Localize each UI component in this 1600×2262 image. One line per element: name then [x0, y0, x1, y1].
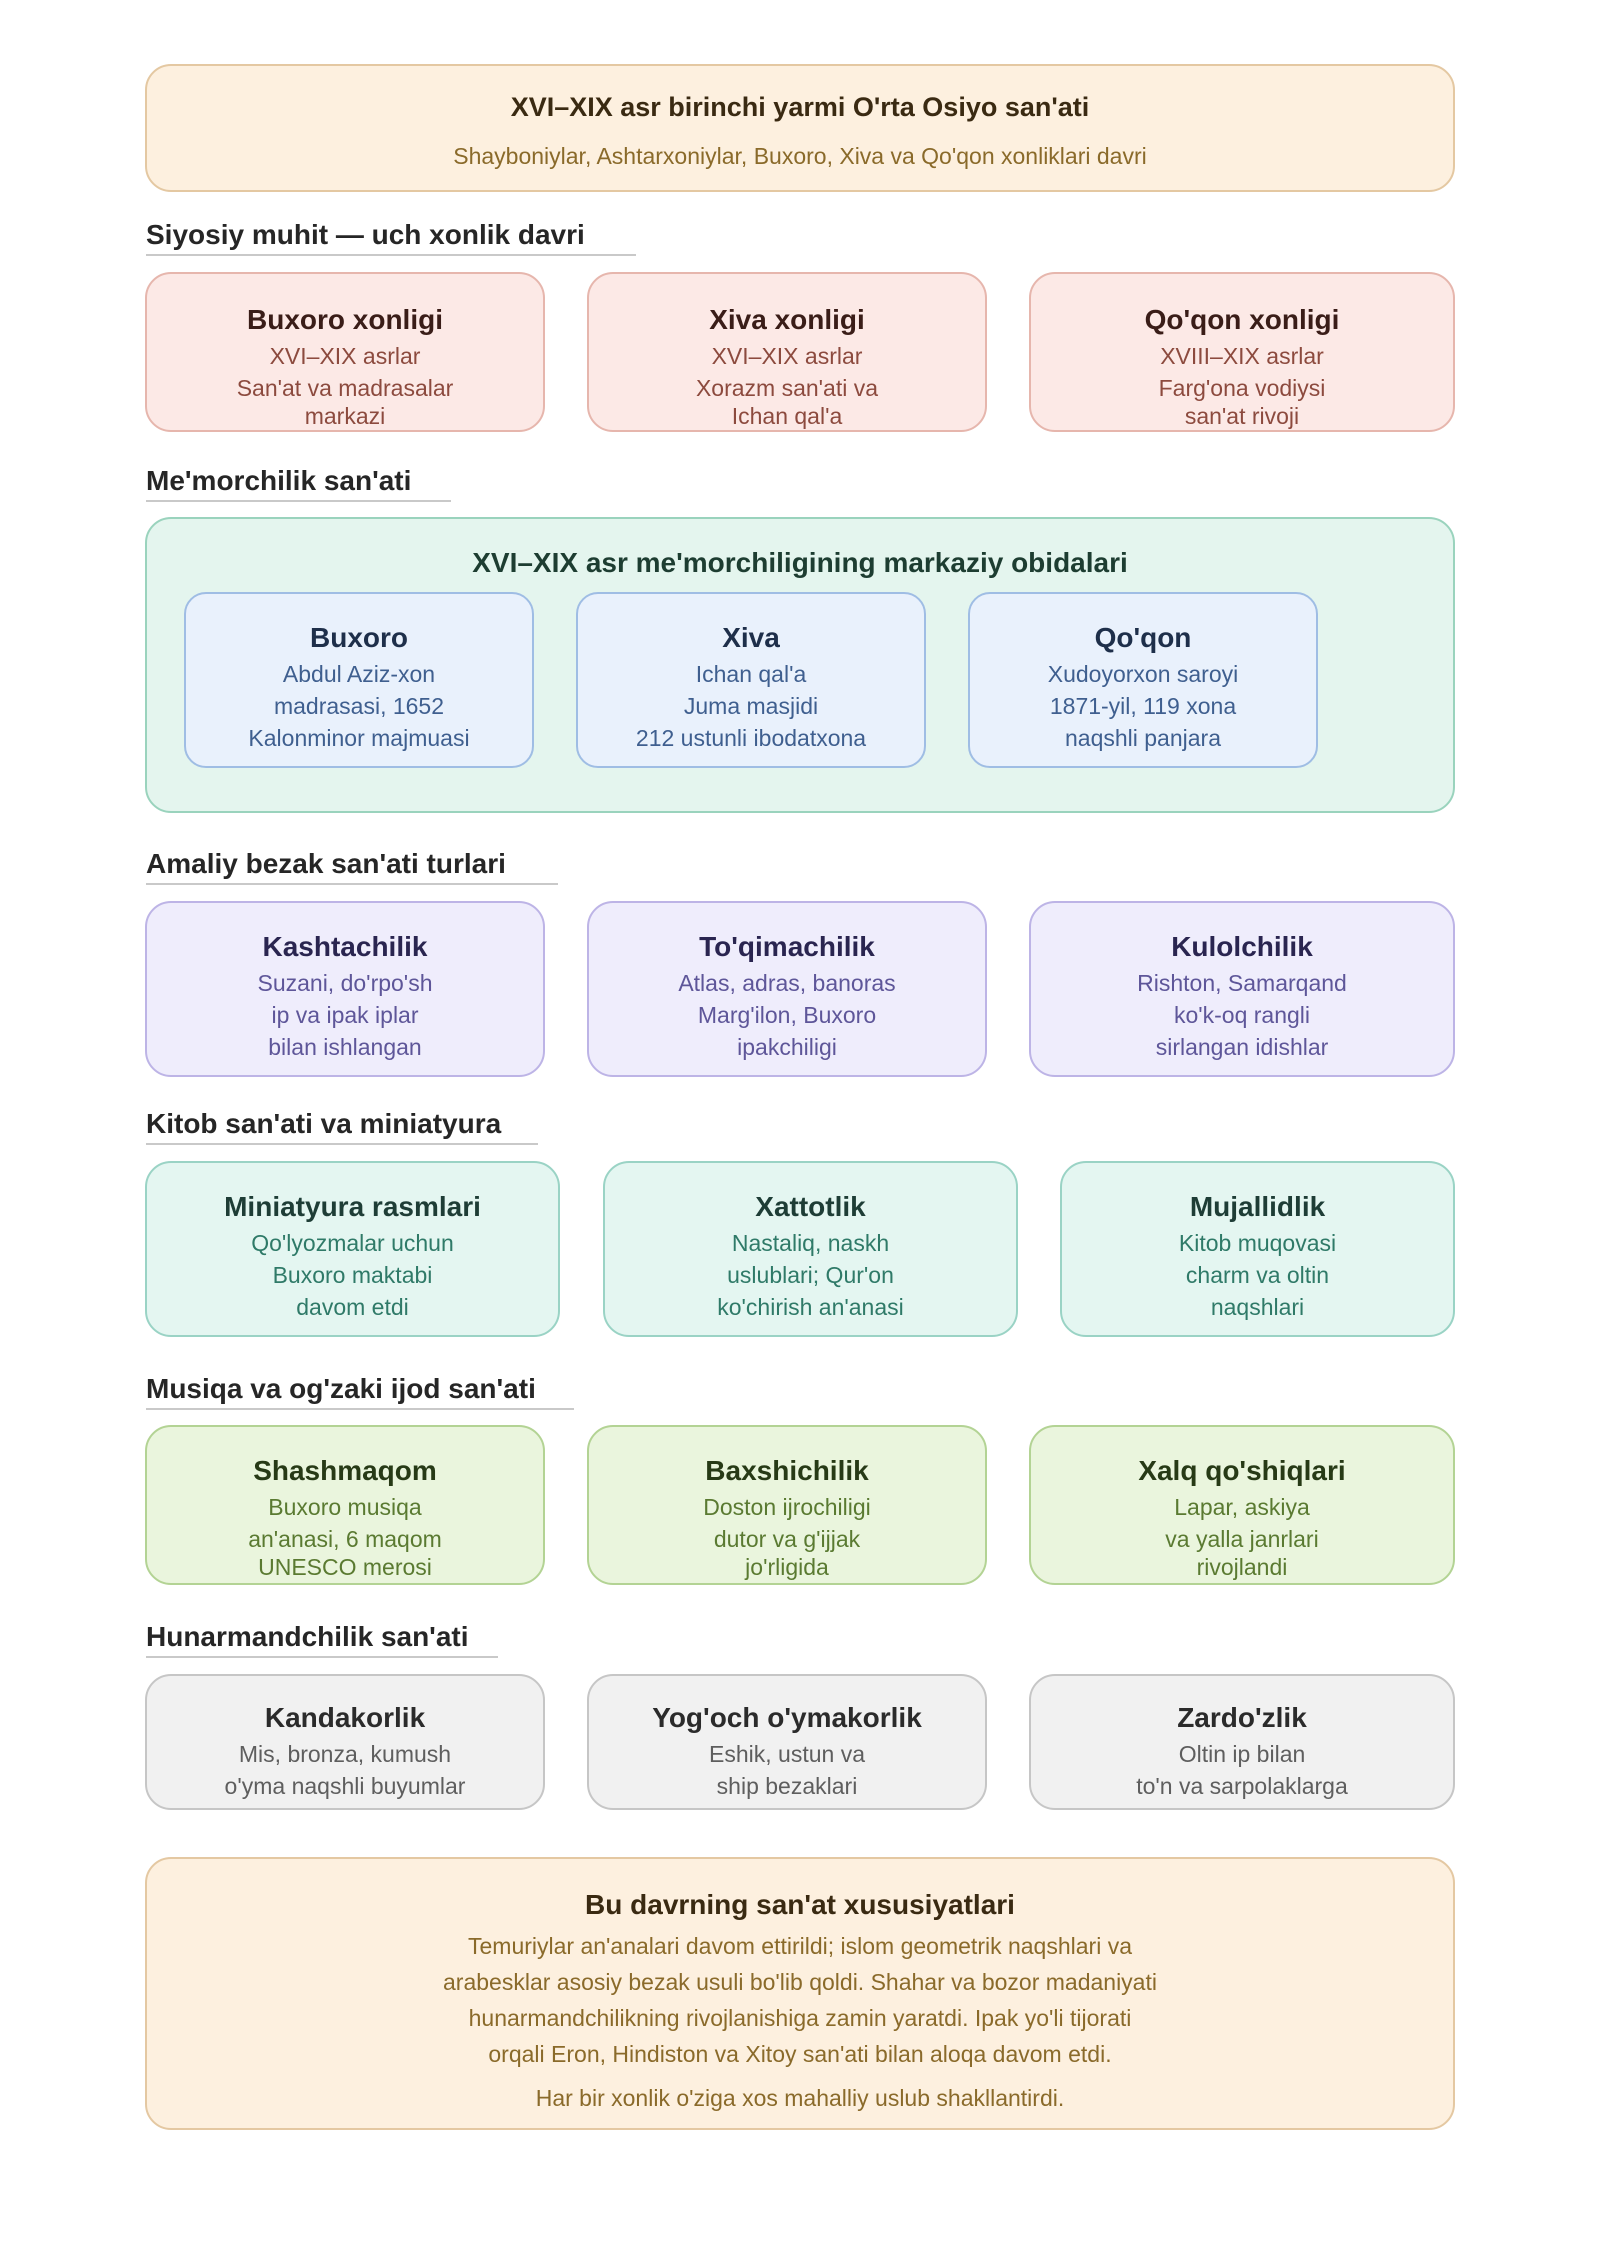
card-title: Buxoro: [310, 622, 408, 653]
card-shashmaqom: [145, 1425, 545, 1585]
card-text: Juma masjidi: [683, 693, 819, 719]
summary-note: Har bir xonlik o'ziga xos mahalliy uslub shakllantirdi.: [535, 2085, 1065, 2111]
card-toqimachilik: [587, 901, 987, 1077]
card-baxshichilik: [587, 1425, 987, 1585]
card-text: Suzani, do'rpo'sh: [257, 970, 433, 996]
card-text: an'anasi, 6 maqom: [248, 1526, 442, 1552]
card-buxoro: [184, 592, 534, 768]
card-text: San'at va madrasalar: [236, 375, 454, 401]
card-miniatyura: [145, 1161, 560, 1337]
header-banner: [145, 64, 1455, 192]
card-text: Kitob muqovasi: [1178, 1230, 1337, 1256]
card-text: Abdul Aziz-xon: [282, 661, 436, 687]
card-title: Yog'och o'ymakorlik: [652, 1702, 922, 1733]
section-divider: [146, 1656, 498, 1658]
card-text: Rishton, Samarqand: [1137, 970, 1347, 996]
card-text: ship bezaklari: [716, 1773, 858, 1799]
card-title: Xiva xonligi: [709, 304, 865, 335]
card-xiva: [576, 592, 926, 768]
card-text: bilan ishlangan: [268, 1034, 422, 1060]
card-kulolchilik: [1029, 901, 1455, 1077]
card-text: o'yma naqshli buyumlar: [224, 1773, 466, 1799]
card-text: to'n va sarpolaklarga: [1136, 1773, 1348, 1799]
card-xiva-xonligi: [587, 272, 987, 432]
card-title: Mujallidlik: [1189, 1191, 1326, 1222]
card-mujallidlik: [1060, 1161, 1455, 1337]
card-text: ko'chirish an'anasi: [717, 1294, 904, 1320]
card-text: XVI–XIX asrlar: [269, 343, 421, 369]
card-text: madrasasi, 1652: [273, 693, 445, 719]
page-title: XVI–XIX asr birinchi yarmi O'rta Osiyo san'ati: [510, 92, 1090, 122]
summary-panel: [145, 1857, 1455, 2130]
card-text: Kalonminor majmuasi: [248, 725, 470, 751]
card-text: Eshik, ustun va: [709, 1741, 865, 1767]
card-text: Ichan qal'a: [695, 661, 807, 687]
card-text: naqshli panjara: [1064, 725, 1221, 751]
card-zardozlik: [1029, 1674, 1455, 1810]
card-text: Qo'lyozmalar uchun: [251, 1230, 454, 1256]
card-text: ko'k-oq rangli: [1173, 1002, 1311, 1028]
card-title: Xalq qo'shiqlari: [1138, 1455, 1346, 1486]
card-text: davom etdi: [296, 1294, 409, 1320]
card-title: To'qimachilik: [699, 931, 875, 962]
card-text: san'at rivoji: [1184, 403, 1300, 429]
card-text: uslublari; Qur'on: [727, 1262, 894, 1288]
section-title-applied: Amaliy bezak san'ati turlari: [146, 848, 506, 879]
card-xalq-qoshiqlari: [1029, 1425, 1455, 1585]
section-divider: [146, 500, 451, 502]
card-text: ip va ipak iplar: [271, 1002, 419, 1028]
card-text: Ichan qal'a: [731, 403, 843, 429]
card-text: sirlangan idishlar: [1155, 1034, 1329, 1060]
section-title-music: Musiqa va og'zaki ijod san'ati: [146, 1373, 536, 1404]
card-title: Baxshichilik: [705, 1455, 869, 1486]
card-text: Buxoro maktabi: [272, 1262, 433, 1288]
section-divider: [146, 254, 636, 256]
card-yogoch-oymakorlik: [587, 1674, 987, 1810]
card-text: XVIII–XIX asrlar: [1160, 343, 1324, 369]
card-text: Xudoyorxon saroyi: [1047, 661, 1239, 687]
card-text: Lapar, askiya: [1174, 1494, 1310, 1520]
card-title: Kulolchilik: [1171, 931, 1313, 962]
section-divider: [146, 883, 558, 885]
card-title: Shashmaqom: [253, 1455, 437, 1486]
card-title: Buxoro xonligi: [247, 304, 443, 335]
card-text: Xorazm san'ati va: [695, 375, 879, 401]
architecture-panel-title: XVI–XIX asr me'morchiligining markaziy obidalari: [472, 547, 1128, 578]
section-title-architecture: Me'morchilik san'ati: [146, 465, 412, 496]
card-text: Buxoro musiqa: [268, 1494, 422, 1520]
card-text: Farg'ona vodiysi: [1158, 375, 1326, 401]
card-text: UNESCO merosi: [258, 1554, 432, 1580]
card-text: Nastaliq, naskh: [731, 1230, 890, 1256]
summary-title: Bu davrning san'at xususiyatlari: [585, 1889, 1015, 1920]
summary-text: arabesklar asosiy bezak usuli bo'lib qoldi. Shahar va bozor madaniyati: [443, 1969, 1157, 1995]
card-text: dutor va g'ijjak: [713, 1526, 861, 1552]
section-divider: [146, 1408, 574, 1410]
card-text: charm va oltin: [1185, 1262, 1330, 1288]
card-title: Kashtachilik: [262, 931, 428, 962]
card-text: markazi: [304, 403, 386, 429]
card-title: Qo'qon: [1094, 622, 1192, 653]
card-title: Kandakorlik: [264, 1702, 426, 1733]
section-title-political: Siyosiy muhit — uch xonlik davri: [146, 219, 585, 250]
card-text: ipakchiligi: [737, 1034, 837, 1060]
summary-text: orqali Eron, Hindiston va Xitoy san'ati bilan aloqa davom etdi.: [488, 2041, 1112, 2067]
section-title-crafts: Hunarmandchilik san'ati: [146, 1621, 469, 1652]
card-xattotlik: [603, 1161, 1018, 1337]
card-text: naqshlari: [1210, 1294, 1305, 1320]
card-text: XVI–XIX asrlar: [711, 343, 863, 369]
card-text: 212 ustunli ibodatxona: [635, 725, 867, 751]
card-kandakorlik: [145, 1674, 545, 1810]
card-text: 1871-yil, 119 xona: [1049, 693, 1237, 719]
card-text: Doston ijrochiligi: [703, 1494, 871, 1520]
card-qoqon-xonligi: [1029, 272, 1455, 432]
card-buxoro-xonligi: [145, 272, 545, 432]
card-text: rivojlandi: [1196, 1554, 1288, 1580]
card-title: Xattotlik: [755, 1191, 866, 1222]
section-divider: [146, 1143, 538, 1145]
section-title-book: Kitob san'ati va miniatyura: [146, 1108, 502, 1139]
card-title: Miniatyura rasmlari: [224, 1191, 481, 1222]
card-text: va yalla janrlari: [1165, 1526, 1319, 1552]
card-text: jo'rligida: [745, 1554, 829, 1580]
summary-text: hunarmandchilikning rivojlanishiga zamin yaratdi. Ipak yo'li tijorati: [468, 2005, 1132, 2031]
card-text: Marg'ilon, Buxoro: [697, 1002, 877, 1028]
card-title: Xiva: [722, 622, 780, 653]
card-text: Atlas, adras, banoras: [678, 970, 896, 996]
page-subtitle: Shayboniylar, Ashtarxoniylar, Buxoro, Xiva va Qo'qon xonliklari davri: [453, 143, 1147, 169]
card-kashtachilik: [145, 901, 545, 1077]
summary-text: Temuriylar an'analari davom ettirildi; islom geometrik naqshlari va: [468, 1933, 1132, 1959]
card-title: Qo'qon xonligi: [1144, 304, 1340, 335]
card-text: Oltin ip bilan: [1178, 1741, 1306, 1767]
card-qoqon: [968, 592, 1318, 768]
card-title: Zardo'zlik: [1177, 1702, 1307, 1733]
card-text: Mis, bronza, kumush: [238, 1741, 452, 1767]
